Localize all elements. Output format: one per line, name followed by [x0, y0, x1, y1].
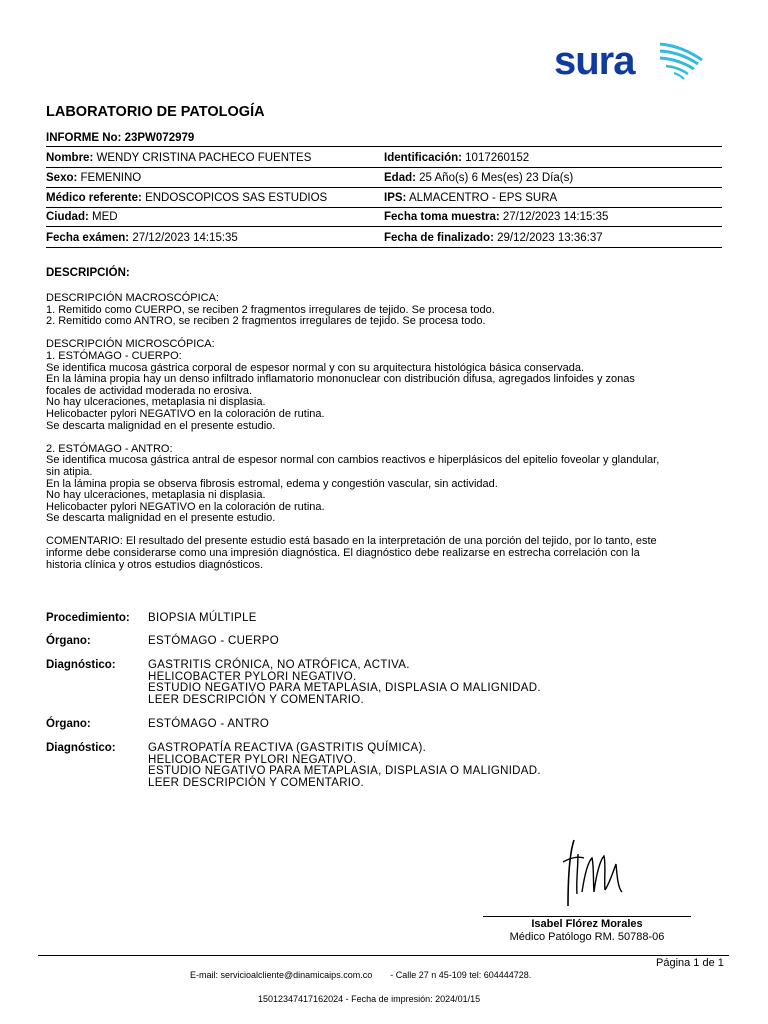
ips-label: IPS:: [384, 192, 407, 204]
organ-label: Órgano:: [46, 635, 91, 647]
signer-name: Isabel Flórez Morales: [531, 918, 643, 930]
page-number: Página 1 de 1: [656, 957, 724, 969]
diagnosis-line: LEER DESCRIPCIÓN Y COMENTARIO.: [148, 776, 365, 789]
divider: [46, 167, 722, 168]
text-line: focales de actividad moderada no erosiva.: [46, 384, 253, 397]
organ-value: ESTÓMAGO - CUERPO: [148, 635, 279, 647]
finished-date: 29/12/2023 13:36:37: [497, 232, 603, 244]
text-line: Helicobacter pylori NEGATIVO en la coloración de rutina.: [46, 407, 325, 420]
exam-date: 27/12/2023 14:15:35: [132, 232, 238, 244]
macroscopic-section: [46, 293, 726, 328]
text-line: Se identifica mucosa gástrica corporal de espesor normal y con su arquitectura histológica básica conservada.: [46, 361, 585, 374]
sex-label: Sexo:: [46, 172, 78, 184]
microscopic-section-body: [46, 339, 726, 432]
diagnosis-line: GASTRITIS CRÓNICA, NO ATRÓFICA, ACTIVA.: [148, 659, 410, 671]
text-line: Se descarta malignidad en el presente estudio.: [46, 512, 276, 525]
patient-age: 25 Año(s) 6 Mes(es) 23 Día(s): [419, 172, 574, 184]
footer-print-line: 15012347417162024 - Fecha de impresión: 2024/01/15: [258, 994, 481, 1004]
handwritten-signature: [560, 832, 640, 915]
text-line: sin atipia.: [46, 465, 93, 478]
patient-sex: FEMENINO: [80, 172, 142, 184]
divider: [46, 146, 722, 147]
diagnosis-line: HELICOBACTER PYLORI NEGATIVO.: [148, 753, 357, 766]
signature-line: [483, 916, 691, 917]
organ-label: Órgano:: [46, 718, 91, 730]
age-label: Edad:: [384, 172, 416, 184]
description-body: [46, 293, 726, 571]
procedure-label: Procedimiento:: [46, 612, 130, 624]
divider: [46, 207, 722, 208]
signer-role: Médico Patólogo RM. 50788-06: [509, 931, 665, 943]
diagnosis-line: ESTUDIO NEGATIVO PARA METAPLASIA, DISPLASIA O MALIGNIDAD.: [148, 765, 541, 778]
doctor-label: Médico referente:: [46, 192, 142, 204]
text-line: 1. Remitido como CUERPO, se reciben 2 fragmentos irregulares de tejido. Se procesa todo.: [46, 303, 495, 316]
patient-name: WENDY CRISTINA PACHECO FUENTES: [96, 152, 312, 164]
report-number: 23PW072979: [124, 132, 195, 144]
text-line: 1. ESTÓMAGO - CUERPO:: [46, 349, 182, 362]
finished-date-label: Fecha de finalizado:: [384, 232, 494, 244]
id-label: Identificación:: [384, 152, 462, 164]
organ-value: ESTÓMAGO - ANTRO: [148, 718, 270, 730]
footer-address: - Calle 27 n 45-109 tel: 604444728.: [390, 970, 532, 980]
text-line: En la lámina propia se observa fibrosis estromal, edema y congestión vascular, sin actividad.: [46, 477, 498, 490]
city-label: Ciudad:: [46, 211, 89, 223]
text-line: DESCRIPCIÓN MACROSCÓPICA:: [46, 292, 219, 304]
name-label: Nombre:: [46, 152, 94, 164]
text-line: 2. ESTÓMAGO - ANTRO:: [46, 442, 173, 455]
microscopic-section-antrum: [46, 444, 726, 525]
text-line: DESCRIPCIÓN MICROSCÓPICA:: [46, 338, 215, 351]
diagnosis-label: Diagnóstico:: [46, 659, 116, 671]
text-line: Se descarta malignidad en el presente estudio.: [46, 419, 276, 432]
diagnosis-lines: [148, 660, 541, 706]
procedure-value: BIOPSIA MÚLTIPLE: [148, 612, 257, 624]
comment-section: [46, 536, 726, 571]
text-line: Se identifica mucosa gástrica antral de espesor normal con cambios reactivos e hiperplásicos del epitelio foveolar y glandular,: [46, 454, 660, 467]
sura-logo: [554, 40, 706, 82]
diagnosis-label: Diagnóstico:: [46, 742, 116, 754]
exam-date-label: Fecha exámen:: [46, 232, 130, 244]
logo-swoosh-icon: [658, 42, 706, 82]
referring-doctor: ENDOSCOPICOS SAS ESTUDIOS: [145, 192, 328, 204]
logo-wordmark: sura: [554, 39, 635, 83]
text-line: historia clínica y otros estudios diagnósticos.: [46, 558, 264, 571]
diagnosis-lines: [148, 743, 541, 789]
description-title: DESCRIPCIÓN:: [46, 267, 130, 279]
text-line: No hay ulceraciones, metaplasia ni displasia.: [46, 396, 266, 409]
city-value: MED: [92, 211, 118, 223]
divider: [46, 247, 722, 248]
diagnosis-line: GASTROPATÍA REACTIVA (GASTRITIS QUÍMICA).: [148, 742, 427, 754]
divider: [46, 226, 722, 227]
text-line: Helicobacter pylori NEGATIVO en la coloración de rutina.: [46, 500, 325, 513]
footer-contact: [190, 970, 531, 980]
diagnosis-line: LEER DESCRIPCIÓN Y COMENTARIO.: [148, 693, 365, 706]
sample-date: 27/12/2023 14:15:35: [502, 211, 609, 223]
text-line: En la lámina propia hay un denso infiltrado inflamatorio mononuclear con distribución difusa, agregados linfoides y zonas: [46, 373, 635, 386]
sample-date-label: Fecha toma muestra:: [384, 211, 500, 223]
diagnosis-line: ESTUDIO NEGATIVO PARA METAPLASIA, DISPLASIA O MALIGNIDAD.: [148, 682, 541, 695]
text-line: COMENTARIO: El resultado del presente estudio está basado en la interpretación de una porción del tejido, por lo tanto, este: [46, 535, 657, 548]
footer-email: E-mail: servicioalcliente@dinamicaips.com.co: [190, 970, 373, 980]
text-line: No hay ulceraciones, metaplasia ni displasia.: [46, 489, 266, 502]
footer-divider: [38, 955, 729, 956]
text-line: 2. Remitido como ANTRO, se reciben 2 fragmentos irregulares de tejido. Se procesa todo.: [46, 315, 486, 328]
patient-id: 1017260152: [465, 152, 530, 164]
text-line: informe debe considerarse como una impresión diagnóstica. El diagnóstico debe realizarse en estrecha correlación con la: [46, 547, 640, 560]
report-label: INFORME No:: [46, 132, 122, 144]
divider: [46, 187, 722, 188]
diagnosis-line: HELICOBACTER PYLORI NEGATIVO.: [148, 670, 357, 683]
lab-title: LABORATORIO DE PATOLOGÍA: [46, 104, 265, 120]
ips-value: ALMACENTRO - EPS SURA: [408, 192, 558, 204]
